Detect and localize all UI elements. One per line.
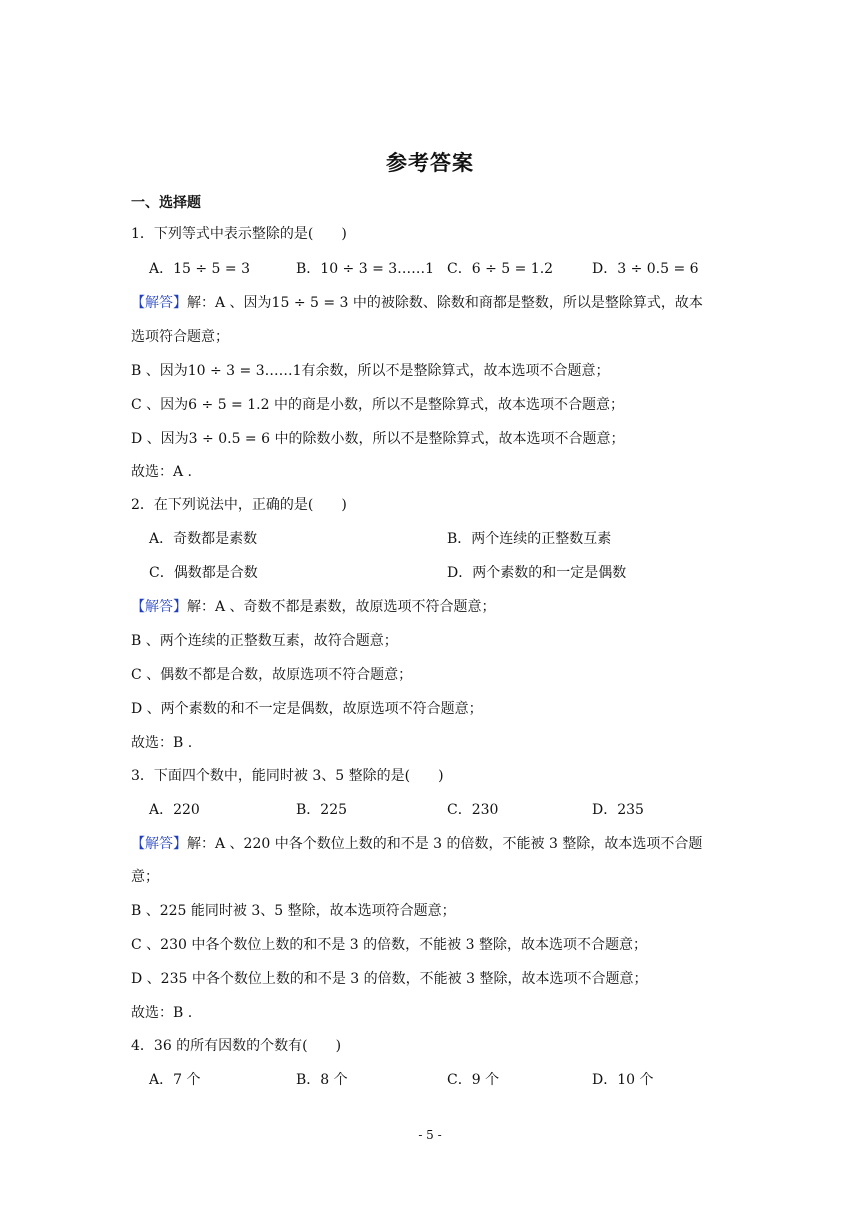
question-4-stem: 4．36 的所有因数的个数有( ) (131, 1038, 342, 1054)
answer-1-line-2: 选项符合题意； (131, 329, 229, 345)
answer-3-line-2: 意； (131, 869, 159, 885)
answer-3-line-6: 故选：B . (131, 1005, 193, 1021)
question-2-option-c: C．偶数都是合数 (149, 565, 258, 581)
answer-3-line-5: D 、235 中各个数位上数的和不是 3 的倍数，不能被 3 整除，故本选项不合题意； (131, 971, 648, 987)
answer-1-line-4: C 、因为6 ÷ 5 = 1.2 中的商是小数，所以不是整除算式，故本选项不合题意； (131, 397, 624, 413)
question-2-option-d: D．两个素数的和一定是偶数 (447, 565, 627, 581)
answer-tag: 【解答】 (131, 836, 187, 852)
answer-3-line-3: B 、225 能同时被 3、5 整除，故本选项符合题意； (131, 903, 456, 919)
question-1-option-c: C．6 ÷ 5 = 1.2 (447, 261, 554, 277)
answer-2-line-3: C 、偶数不都是合数，故原选项不符合题意； (131, 667, 413, 683)
question-3-option-b: B．225 (296, 802, 348, 818)
section-heading: 一、选择题 (131, 195, 201, 211)
question-4-option-d: D．10 个 (592, 1072, 654, 1088)
question-1-stem: 1．下列等式中表示整除的是( ) (131, 226, 347, 242)
answer-2-line-2: B 、两个连续的正整数互素，故符合题意； (131, 633, 398, 649)
answer-2-line-4: D 、两个素数的和不一定是偶数，故原选项不符合题意； (131, 701, 483, 717)
question-3-option-a: A．220 (149, 802, 200, 818)
answer-tag: 【解答】 (131, 599, 187, 615)
answer-3-line-4: C 、230 中各个数位上数的和不是 3 的倍数，不能被 3 整除，故本选项不合题意； (131, 937, 647, 953)
question-4-option-a: A．7 个 (149, 1072, 201, 1088)
answer-2-line-5: 故选：B . (131, 735, 193, 751)
answer-2-line-1: 【解答】解：A 、奇数不都是素数，故原选项不符合题意； (131, 599, 496, 615)
question-2-option-b: B．两个连续的正整数互素 (447, 531, 612, 547)
answer-3-line-1: 【解答】解：A 、220 中各个数位上数的和不是 3 的倍数，不能被 3 整除，故本选项不合题 (131, 836, 703, 852)
question-1-option-d: D．3 ÷ 0.5 = 6 (592, 261, 699, 277)
question-1-option-a: A．15 ÷ 5 = 3 (149, 261, 251, 277)
page-number: - 5 - (418, 1128, 442, 1142)
page-title: 参考答案 (386, 150, 474, 175)
answer-tag: 【解答】 (131, 295, 187, 311)
question-4-option-b: B．8 个 (296, 1072, 348, 1088)
question-3-option-d: D．235 (592, 802, 644, 818)
question-3-stem: 3．下面四个数中，能同时被 3、5 整除的是( ) (131, 768, 444, 784)
answer-1-line-6: 故选：A . (131, 464, 193, 480)
question-2-option-a: A．奇数都是素数 (149, 531, 258, 547)
answer-1-line-5: D 、因为3 ÷ 0.5 = 6 中的除数小数，所以不是整除算式，故本选项不合题意； (131, 431, 625, 447)
question-2-stem: 2．在下列说法中，正确的是( ) (131, 497, 347, 513)
question-4-option-c: C．9 个 (447, 1072, 500, 1088)
question-3-option-c: C．230 (447, 802, 499, 818)
answer-1-line-3: B 、因为10 ÷ 3 = 3……1有余数，所以不是整除算式，故本选项不合题意； (131, 363, 610, 379)
question-1-option-b: B．10 ÷ 3 = 3……1 (296, 261, 435, 277)
answer-1-line-1: 【解答】解：A 、因为15 ÷ 5 = 3 中的被除数、除数和商都是整数，所以是整除算式，故本 (131, 295, 703, 311)
